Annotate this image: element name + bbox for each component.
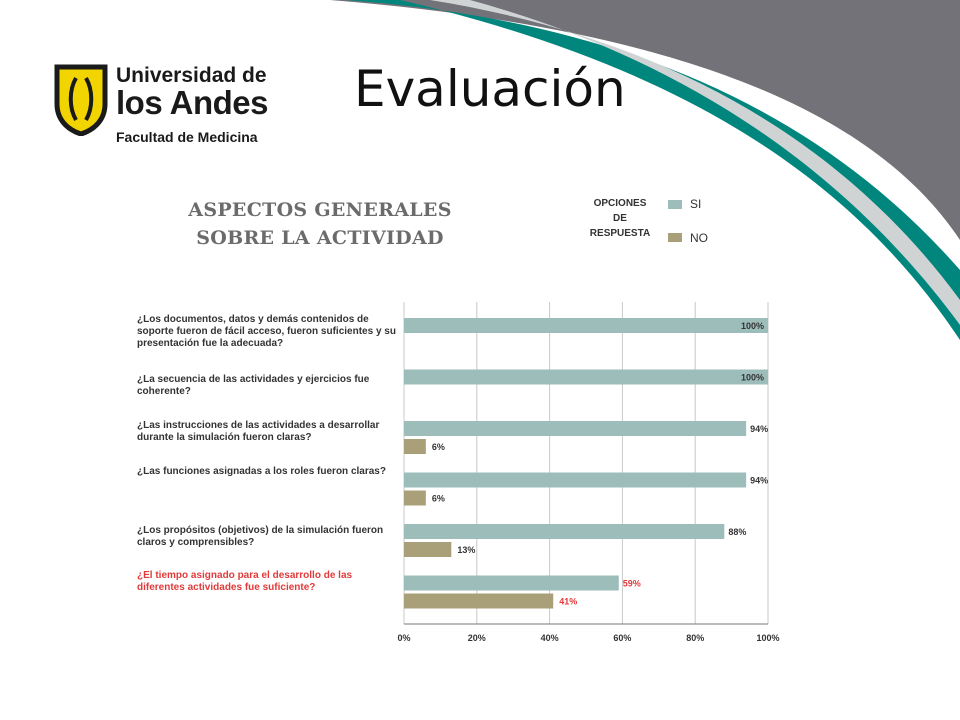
data-label-si: 88% <box>728 527 747 537</box>
category-label: ¿Los propósitos (objetivos) de la simulación fueron claros y comprensibles? <box>137 525 384 548</box>
data-label-si: 94% <box>750 475 769 486</box>
bar-si <box>404 318 768 333</box>
logo-university-text: Universidad de <box>116 64 267 87</box>
data-label-no: 6% <box>431 442 445 452</box>
bar-chart-plot <box>125 176 805 706</box>
x-tick-label: 0% <box>397 633 411 643</box>
x-tick-label: 40% <box>540 633 559 643</box>
logo-andes-text: los Andes <box>116 84 268 121</box>
logo-faculty-text: Facultad de Medicina <box>116 129 258 145</box>
legend-label-si: SI <box>690 197 702 211</box>
data-label-no: 6% <box>431 493 445 504</box>
category-label: ¿Las funciones asignadas a los roles fueron claras? <box>137 466 386 477</box>
x-tick-label: 80% <box>686 633 705 643</box>
bar-no <box>404 491 426 506</box>
data-label-si: 94% <box>750 424 769 434</box>
university-logo <box>54 62 274 152</box>
x-tick-label: 20% <box>467 633 486 643</box>
legend-title-line1: OPCIONES <box>593 198 647 209</box>
bar-si <box>404 576 619 591</box>
bar-no <box>404 594 553 609</box>
legend-label-no: NO <box>690 231 708 245</box>
shield-icon <box>54 64 108 136</box>
legend-title-line3: RESPUESTA <box>589 228 651 239</box>
data-label-si: 100% <box>740 321 764 331</box>
data-label-si: 100% <box>740 372 764 383</box>
chart-header-line1: ASPECTOS GENERALES <box>188 199 452 221</box>
category-label: ¿El tiempo asignado para el desarrollo de las diferentes actividades fue suficiente? <box>137 570 353 593</box>
legend-title-line2: DE <box>613 213 627 224</box>
data-label-si: 59% <box>622 578 641 589</box>
survey-chart <box>125 176 805 706</box>
category-label: ¿Los documentos, datos y demás contenidos de soporte fueron de fácil acceso, fueron suficientes y su presentación fue la adecuada? <box>137 314 396 349</box>
category-label: ¿Las instrucciones de las actividades a desarrollar durante la simulación fueron claras? <box>137 420 380 443</box>
category-label: ¿La secuencia de las actividades y ejercicios fue coherente? <box>137 374 370 397</box>
x-tick-label: 100% <box>756 633 780 643</box>
bar-si <box>404 421 746 436</box>
data-label-no: 13% <box>457 545 476 555</box>
data-label-no: 41% <box>559 596 578 607</box>
bar-no <box>404 439 426 454</box>
slide-title: Evaluación <box>354 60 626 118</box>
x-tick-label: 60% <box>613 633 632 643</box>
bar-si <box>404 370 768 385</box>
bar-si <box>404 524 724 539</box>
chart-header-line2: SOBRE LA ACTIVIDAD <box>196 227 444 249</box>
bar-si <box>404 473 746 488</box>
bar-no <box>404 542 451 557</box>
